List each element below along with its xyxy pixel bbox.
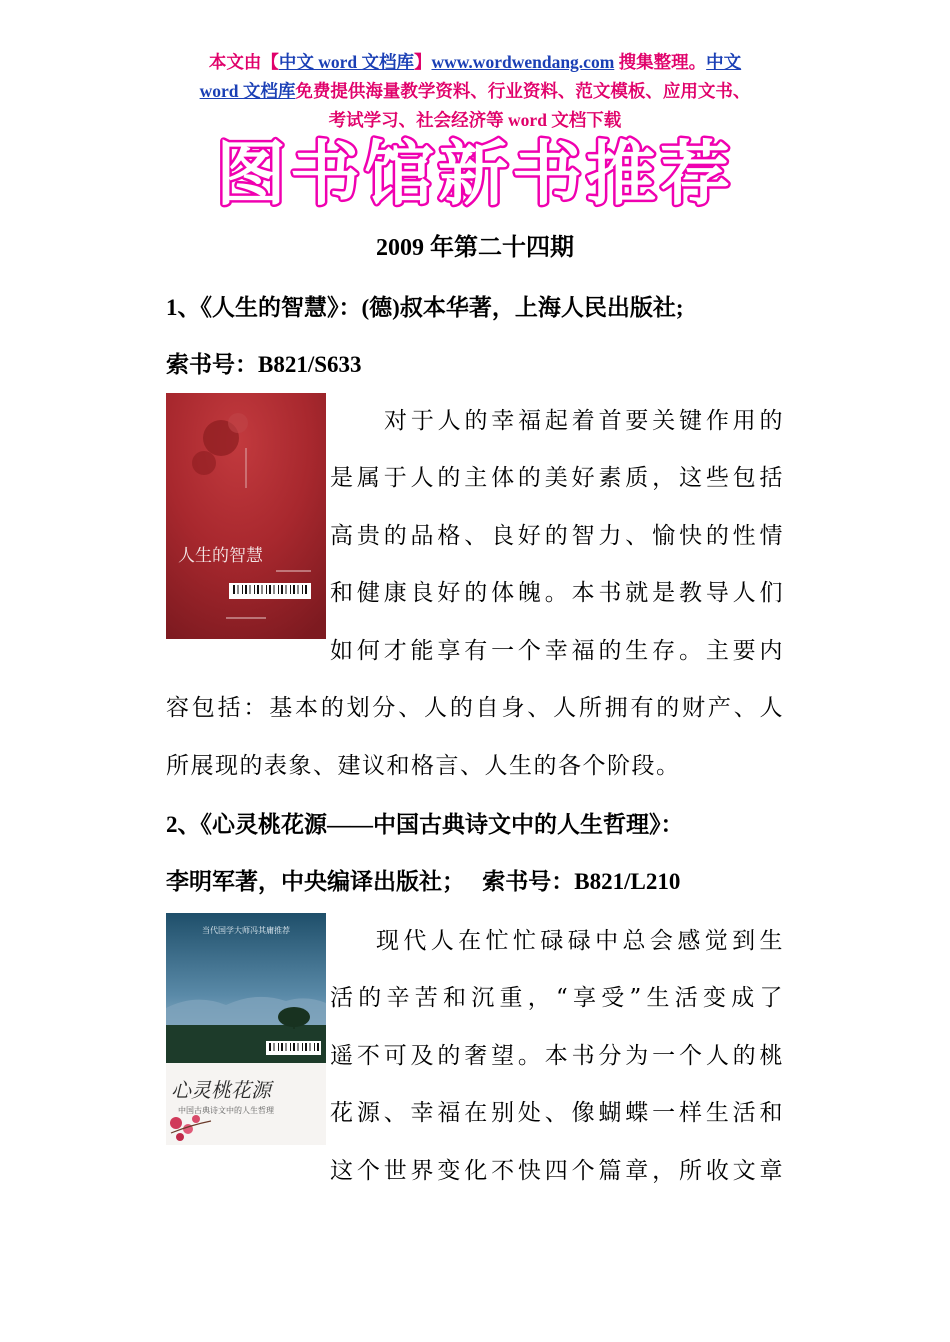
site-url-link[interactable]: www.wordwendang.com <box>431 52 615 72</box>
barcode-bar <box>298 1043 299 1051</box>
barcode-bar <box>262 585 263 594</box>
header-text: 搜集整理。 <box>614 52 707 72</box>
barcode-bar <box>298 585 299 594</box>
book-1-line: 对于人的幸福起着首要关键作用的 <box>384 408 784 434</box>
site-name-link-3[interactable]: word 文档库 <box>199 81 296 101</box>
book-2-cover-subtitle: 中国古典诗文中的人生哲理 <box>178 1106 274 1115</box>
header-text: 】 <box>413 52 432 72</box>
book-1-line: 和健康良好的体魄。本书就是教导人们 <box>330 580 784 606</box>
source-header <box>150 48 800 135</box>
book-1-line: 容包括：基本的划分、人的自身、人所拥有的财产、人 <box>166 695 784 721</box>
barcode-bar <box>290 1043 291 1051</box>
barcode-bar <box>302 585 303 594</box>
book-2-heading: 2、《心灵桃花源——中国古典诗文中的人生哲理》： <box>166 812 684 837</box>
barcode-bar <box>290 585 291 594</box>
barcode-bar <box>305 1043 307 1051</box>
barcode-bar <box>278 585 279 594</box>
barcode-bar <box>233 585 235 594</box>
book-2-line: 遥不可及的奢望。本书分为一个人的桃 <box>330 1043 784 1069</box>
barcode-bar <box>305 585 307 594</box>
banner-title-text: 图书馆新书推荐 <box>216 134 734 214</box>
book-2-line: 活的辛苦和沉重，“享受”生活变成了 <box>330 985 784 1011</box>
book-2-call-number: 李明军著，中央编译出版社； 索书号：B821/L210 <box>166 869 681 894</box>
barcode-bar <box>245 585 247 594</box>
barcode-bar <box>314 1043 315 1051</box>
book-1-line: 所展现的表象、建议和格言、人生的各个阶段。 <box>166 753 681 779</box>
book-1-line: 是属于人的主体的美好素质，这些包括 <box>330 465 784 491</box>
banner-title <box>203 134 748 214</box>
barcode-bar <box>293 585 295 594</box>
book-1-cover <box>166 393 326 639</box>
barcode-bar <box>274 585 275 594</box>
book-2-line: 花源、幸福在别处、像蝴蝶一样生活和 <box>330 1100 784 1126</box>
book-2-cover-title: 心灵桃花源 <box>171 1078 271 1102</box>
book-2-line: 这个世界变化不快四个篇章，所收文章 <box>330 1158 784 1184</box>
issue-number: 2009 年第二十四期 <box>376 235 574 261</box>
book-2-cover <box>166 913 326 1145</box>
header-text: 本文由【 <box>208 52 279 72</box>
book-2-line: 现代人在忙忙碌碌中总会感觉到生 <box>376 928 784 954</box>
book-1-heading: 1、《人生的智慧》：(德)叔本华著，上海人民出版社; <box>166 295 684 320</box>
book-1-cover-title: 人生的智慧 <box>178 546 263 566</box>
book-2-cover-band: 当代国学大师冯其庸推荐 <box>202 926 290 935</box>
book-2-cover-image <box>166 913 326 1145</box>
barcode-bar <box>278 1043 279 1051</box>
barcode-bar <box>254 585 255 594</box>
barcode-bar <box>293 1043 295 1051</box>
barcode-bar <box>242 585 243 594</box>
header-text: 免费提供海量教学资料、行业资料、范文模板、应用文书、 <box>295 81 751 101</box>
barcode-bar <box>317 1043 319 1051</box>
barcode-bar <box>266 585 267 594</box>
barcode-bar <box>310 1043 311 1051</box>
header-line-1 <box>150 48 800 77</box>
barcode-bar <box>274 1043 275 1051</box>
barcode-bar <box>250 585 251 594</box>
book-1-line: 如何才能享有一个幸福的生存。主要内 <box>330 638 784 664</box>
barcode-bar <box>302 1043 303 1051</box>
barcode-bar <box>281 1043 283 1051</box>
site-name-link[interactable]: 中文 word 文档库 <box>278 52 414 72</box>
barcode-bar <box>269 585 271 594</box>
barcode-bar <box>281 585 283 594</box>
barcode-bar <box>286 1043 287 1051</box>
book-1-cover-image <box>166 393 326 639</box>
barcode-bar <box>257 585 259 594</box>
barcode-bar <box>238 585 239 594</box>
barcode-bar <box>286 585 287 594</box>
barcode-bar <box>269 1043 271 1051</box>
header-line-3: 考试学习、社会经济等 word 文档下载 <box>328 110 622 130</box>
header-line-2 <box>150 77 800 106</box>
book-1-call-number: 索书号：B821/S633 <box>166 352 362 377</box>
book-1-line: 高贵的品格、良好的智力、愉快的性情 <box>330 523 784 549</box>
site-name-link-2[interactable]: 中文 <box>706 52 742 72</box>
